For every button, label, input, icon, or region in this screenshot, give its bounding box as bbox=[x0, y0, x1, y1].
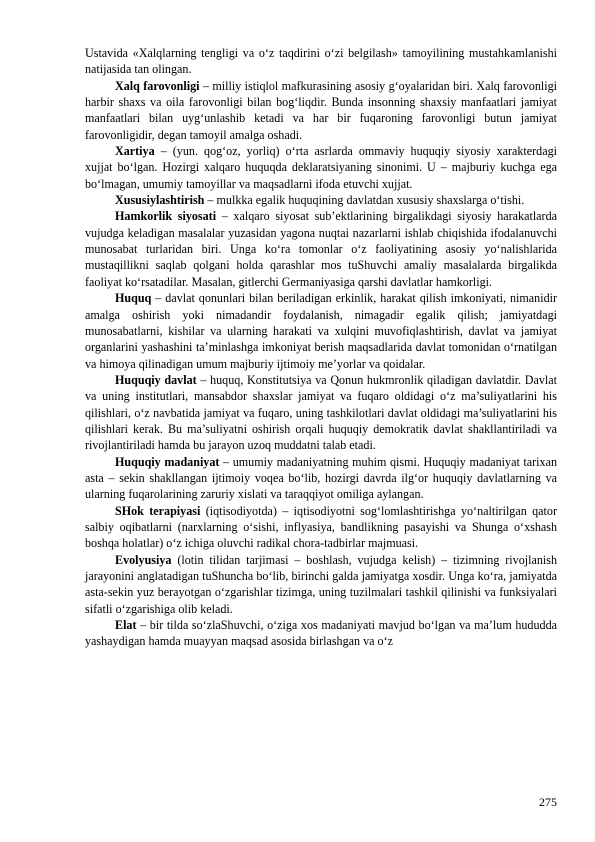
term: Huquqiy madaniyat bbox=[115, 454, 220, 469]
definition-text: – huquq, Konstitutsiya va Qonun hukmronlik qiladigan davlatdir. Davlat va uning institutlari, mansabdor shaxslar jamiyat va fuqaro oldidagi o‘z ma’suliyatlarini his qilishlari, o‘z navbatida jamiyat va fuqaro, uning tashkilotlari davlat oldidagi ma’suliyatlarini his qilishlari kerak. Bu ma’suliyatni oshirish orqali huquqiy demokratik davlat shakllantiriladi va rivojlantiriladi hamda bu jarayon uzoq muddatni talab etadi. bbox=[85, 372, 558, 453]
definition-text: – (yun. qog‘oz, yorliq) o‘rta asrlarda ommaviy huquqiy siyosiy xarakterdagi xujjat bo‘lgan. Hozirgi xalqaro huquqda deklaratsiyaning sinonimi. U – majburiy kuchga ega bo‘lmagan, umumiy tamoyillar va maqsadlarni ifoda etuvchi xujjat. bbox=[85, 144, 557, 191]
term: Huquq bbox=[115, 291, 152, 306]
paragraph-xalq-farovonligi bbox=[85, 78, 557, 143]
paragraph-evolyusiya bbox=[85, 552, 557, 617]
term: Xartiya bbox=[115, 144, 155, 159]
term: Hamkorlik siyosati bbox=[115, 209, 217, 224]
definition-text: – umumiy madaniyatning muhim qismi. Huquqiy madaniyat tarixan asta – sekin shakllangan ijtimoiy voqea bo‘lib, hozirgi davrda ilg‘or huquqiy davlatlarning va ularning fuqarolarining zaruriy xislati va taraqqiyot omiliga aylangan. bbox=[85, 454, 557, 502]
paragraph-huquqiy-davlat bbox=[85, 372, 557, 454]
definition-text: – bir tilda so‘zlaShuvchi, o‘ziga xos madaniyati mavjud bo‘lgan va ma’lum hududda yashaydigan hamda muayyan maqsad asosida birlashgan va o‘z bbox=[85, 618, 557, 649]
term: Xalq farovonligi bbox=[115, 78, 200, 93]
paragraph-xartiya bbox=[85, 143, 557, 192]
term: SHok terapiyasi bbox=[115, 503, 201, 518]
term: Huquqiy davlat bbox=[115, 372, 197, 387]
paragraph-elat bbox=[85, 617, 557, 650]
definition-text: – xalqaro siyosat sub’ektlarining birgalikdagi siyosiy harakatlarda vujudga keladigan masalalar yuzasidan yagona nuqtai nazarlarni ishlab chiqishida ifodalanuvchi munosabat turlaridan biri. Unga ko‘ra tomonlar o‘z faoliyatining asosiy yo‘nalishlarida mustaqillikni saqlab qolgani holda qarashlar mos tuShuvchi amaliy masalalarda birgalikda faoliyat ko‘rsatadilar. Masalan, gitlerchi Germaniyasiga qarshi davlatlar hamkorligi. bbox=[85, 209, 557, 289]
term: Xususiylashtirish bbox=[115, 193, 205, 208]
paragraph-xususiylashtirish bbox=[85, 192, 557, 208]
paragraph-huquqiy-madaniyat bbox=[85, 454, 557, 503]
document-body bbox=[85, 45, 557, 650]
definition-text: (iqtisodiyotda) – iqtisodiyotni sog‘lomlashtirishga yo‘naltirilgan qator salbiy oqibatlarni (narxlarning o‘sishi, inflyasiya, bandlikning pasayishi va Shunga o‘xshash boshqa holatlar) o‘z ichiga oluvchi radikal chora-tadbirlar majmuasi. bbox=[85, 503, 557, 551]
definition-text: Ustavida «Xalqlarning tengligi va o‘z taqdirini o‘zi belgilash» tamoyilining mustahkamlanishi natijasida tan olingan. bbox=[85, 46, 557, 77]
definition-text: (lotin tilidan tarjimasi – boshlash, vujudga kelish) – tizimning rivojlanish jarayonini anglatadigan tuShuncha bo‘lib, birinchi galda jamiyatga xosdir. Unga ko‘ra, jamiyatda asta-sekin yuz berayotgan o‘zgarishlar tizimga, uning tuzilmalari tashkil qilinishi va funksiyalari sifatli o‘zgarishiga olib keladi. bbox=[85, 552, 557, 616]
definition-text: – davlat qonunlari bilan beriladigan erkinlik, harakat qilish imkoniyati, nimanidir amalga oshirish yoki nimadandir foydalanish, nimagadir egalik qilish; jamiyatdagi munosabatlarni, kishilar va ularning harakati va xulqini muvofiqlashtirish, davlat va jamiyat organlarini yashashini ta’minlashga imkoniyat berish maqsadlarida davlat tomonidan o‘rnatilgan va himoya qilinadigan umum majburiy ijtimoiy me’yorlar va qoidalar. bbox=[85, 291, 557, 371]
page-number: 275 bbox=[539, 795, 557, 809]
paragraph-hamkorlik-siyosati bbox=[85, 208, 557, 290]
paragraph-ustavida bbox=[85, 45, 557, 78]
term: Elat bbox=[115, 618, 137, 633]
term: Evolyusiya bbox=[115, 552, 172, 567]
paragraph-shok-terapiyasi bbox=[85, 503, 557, 552]
definition-text: – milliy istiqlol mafkurasining asosiy g‘oyalaridan biri. Xalq farovonligi harbir shaxs va oila farovonligi bilan bog‘liqdir. Bunda insonning shaxsiy manfaatlari jamiyat manfaatlari bilan uyg‘unlashib ketadi va har bir fuqaroning farovonligi butun jamiyat farovonligidir, degan tamoyil amalga oshadi. bbox=[85, 78, 557, 142]
definition-text: – mulkka egalik huquqining davlatdan xususiy shaxslarga o‘tishi. bbox=[204, 193, 525, 208]
paragraph-huquq bbox=[85, 290, 557, 372]
